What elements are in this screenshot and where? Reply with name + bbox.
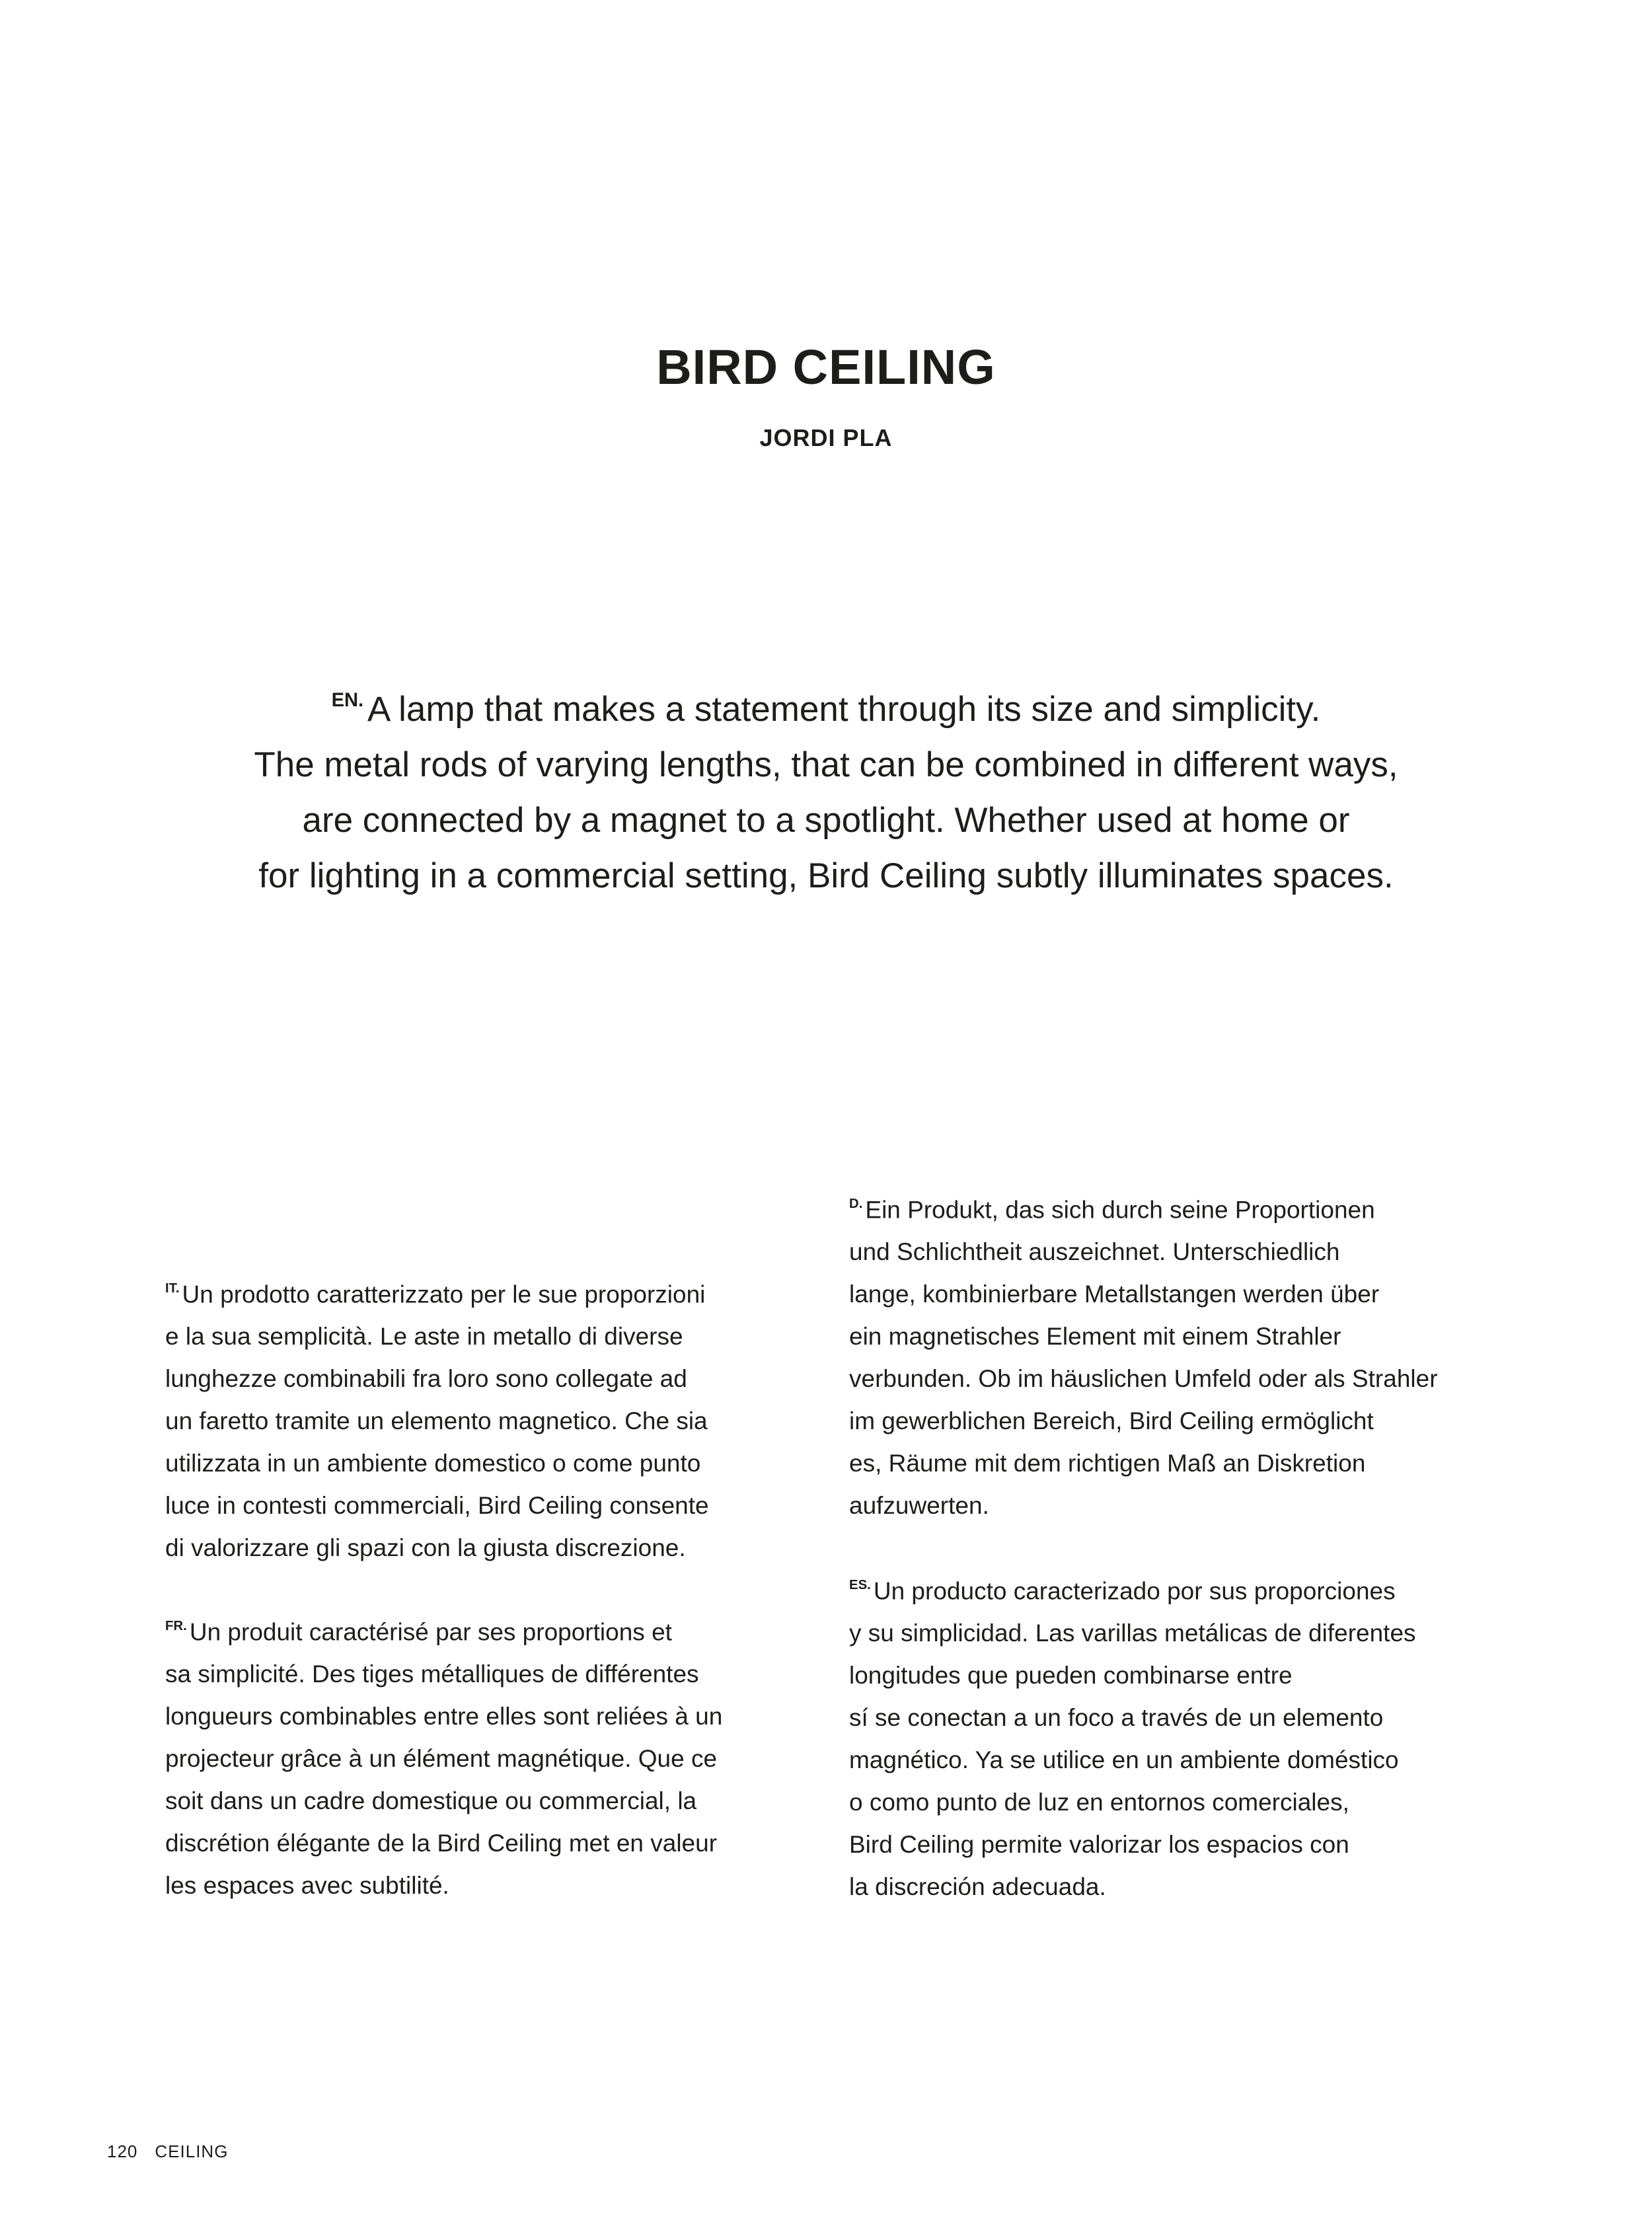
line-text: The metal rods of varying lengths, that can be combined in different ways, <box>254 745 1398 784</box>
description-it <box>165 1267 709 1569</box>
line-text: di valorizzare gli spazi con la giusta discrezione. <box>165 1534 686 1562</box>
line-text: aufzuwerten. <box>849 1492 989 1520</box>
line-text: la discreción adecuada. <box>849 1873 1106 1901</box>
text-line <box>165 1485 709 1527</box>
line-text: Un producto caracterizado por sus proporciones <box>873 1577 1396 1605</box>
line-text: for lighting in a commercial setting, Bird Ceiling subtly illuminates spaces. <box>258 856 1394 895</box>
text-line <box>165 1780 722 1822</box>
line-text: les espaces avec subtilité. <box>165 1872 449 1900</box>
line-text: Ein Produkt, das sich durch seine Proportionen <box>865 1196 1375 1224</box>
text-line <box>165 1695 722 1738</box>
text-line <box>0 793 1652 848</box>
description-fr <box>165 1605 722 1907</box>
line-text: soit dans un cadre domestique ou commercial, la <box>165 1787 697 1815</box>
text-line <box>165 1865 722 1907</box>
line-text: utilizzata in un ambiente domestico o come punto <box>165 1450 701 1477</box>
line-text: projecteur grâce à un élément magnétique. Que ce <box>165 1745 718 1773</box>
language-label: ES. <box>849 1578 871 1592</box>
text-line <box>849 1316 1438 1358</box>
line-text: Bird Ceiling permite valorizar los espacios con <box>849 1831 1349 1859</box>
text-line <box>849 1183 1438 1231</box>
text-line <box>849 1739 1416 1781</box>
text-line <box>0 848 1652 904</box>
text-line <box>165 1442 709 1485</box>
line-text: sí se conectan a un foco a través de un elemento <box>849 1704 1384 1732</box>
text-line <box>849 1654 1416 1697</box>
text-line <box>849 1824 1416 1866</box>
text-line <box>165 1400 709 1442</box>
text-line <box>849 1781 1416 1824</box>
text-line <box>165 1527 709 1569</box>
line-text: und Schlichtheit auszeichnet. Unterschiedlich <box>849 1238 1340 1266</box>
line-text: Un produit caractérisé par ses proportions et <box>189 1618 672 1646</box>
text-line <box>165 1267 709 1316</box>
text-line <box>849 1485 1438 1527</box>
line-text: o como punto de luz en entornos comerciales, <box>849 1789 1349 1816</box>
line-text: sa simplicité. Des tiges métalliques de différentes <box>165 1660 699 1688</box>
line-text: discrétion élégante de la Bird Ceiling met en valeur <box>165 1830 718 1857</box>
text-line <box>849 1866 1416 1908</box>
text-line <box>165 1653 722 1695</box>
language-label: IT. <box>165 1281 180 1296</box>
text-line <box>165 1358 709 1400</box>
text-line <box>165 1738 722 1780</box>
line-text: are connected by a magnet to a spotlight. Whether used at home or <box>302 800 1350 840</box>
text-line <box>165 1316 709 1358</box>
text-line <box>0 737 1652 793</box>
text-line <box>0 673 1652 737</box>
line-text: verbunden. Ob im häuslichen Umfeld oder als Strahler <box>849 1365 1438 1393</box>
language-label: D. <box>849 1197 863 1211</box>
product-title: BIRD CEILING <box>656 340 996 394</box>
line-text: magnético. Ya se utilice en un ambiente doméstico <box>849 1746 1399 1774</box>
line-text: lange, kombinierbare Metallstangen werden über <box>849 1281 1380 1308</box>
line-text: lunghezze combinabili fra loro sono collegate ad <box>165 1365 687 1393</box>
line-text: es, Räume mit dem richtigen Maß an Diskretion <box>849 1450 1366 1477</box>
text-line <box>165 1605 722 1653</box>
page-number: 120 <box>107 2141 138 2161</box>
text-line <box>849 1442 1438 1485</box>
text-line <box>849 1697 1416 1739</box>
text-line <box>849 1231 1438 1273</box>
line-text: Un prodotto caratterizzato per le sue proporzioni <box>182 1281 706 1308</box>
line-text: longitudes que pueden combinarse entre <box>849 1662 1293 1690</box>
line-text: e la sua semplicità. Le aste in metallo di diverse <box>165 1323 683 1351</box>
line-text: im gewerblichen Bereich, Bird Ceiling ermöglicht <box>849 1407 1374 1435</box>
intro-en <box>0 673 1652 904</box>
line-text: longueurs combinables entre elles sont reliées à un <box>165 1703 723 1730</box>
line-text: y su simplicidad. Las varillas metálicas de diferentes <box>849 1619 1416 1647</box>
language-label: FR. <box>165 1619 187 1633</box>
line-text: A lamp that makes a statement through its size and simplicity. <box>367 689 1321 729</box>
text-line <box>849 1358 1438 1400</box>
line-text: ein magnetisches Element mit einem Strahler <box>849 1323 1341 1351</box>
text-line <box>849 1273 1438 1316</box>
line-text: un faretto tramite un elemento magnetico. Che sia <box>165 1407 708 1435</box>
page-footer <box>107 2141 228 2162</box>
text-line <box>849 1612 1416 1654</box>
description-es <box>849 1564 1416 1908</box>
line-text: luce in contesti commerciali, Bird Ceiling consente <box>165 1492 709 1520</box>
section-name: CEILING <box>155 2141 229 2161</box>
text-line <box>849 1400 1438 1442</box>
designer-name: JORDI PLA <box>759 424 893 451</box>
description-de <box>849 1183 1438 1527</box>
text-line <box>165 1822 722 1865</box>
text-line <box>849 1564 1416 1612</box>
language-label: EN. <box>331 690 364 711</box>
